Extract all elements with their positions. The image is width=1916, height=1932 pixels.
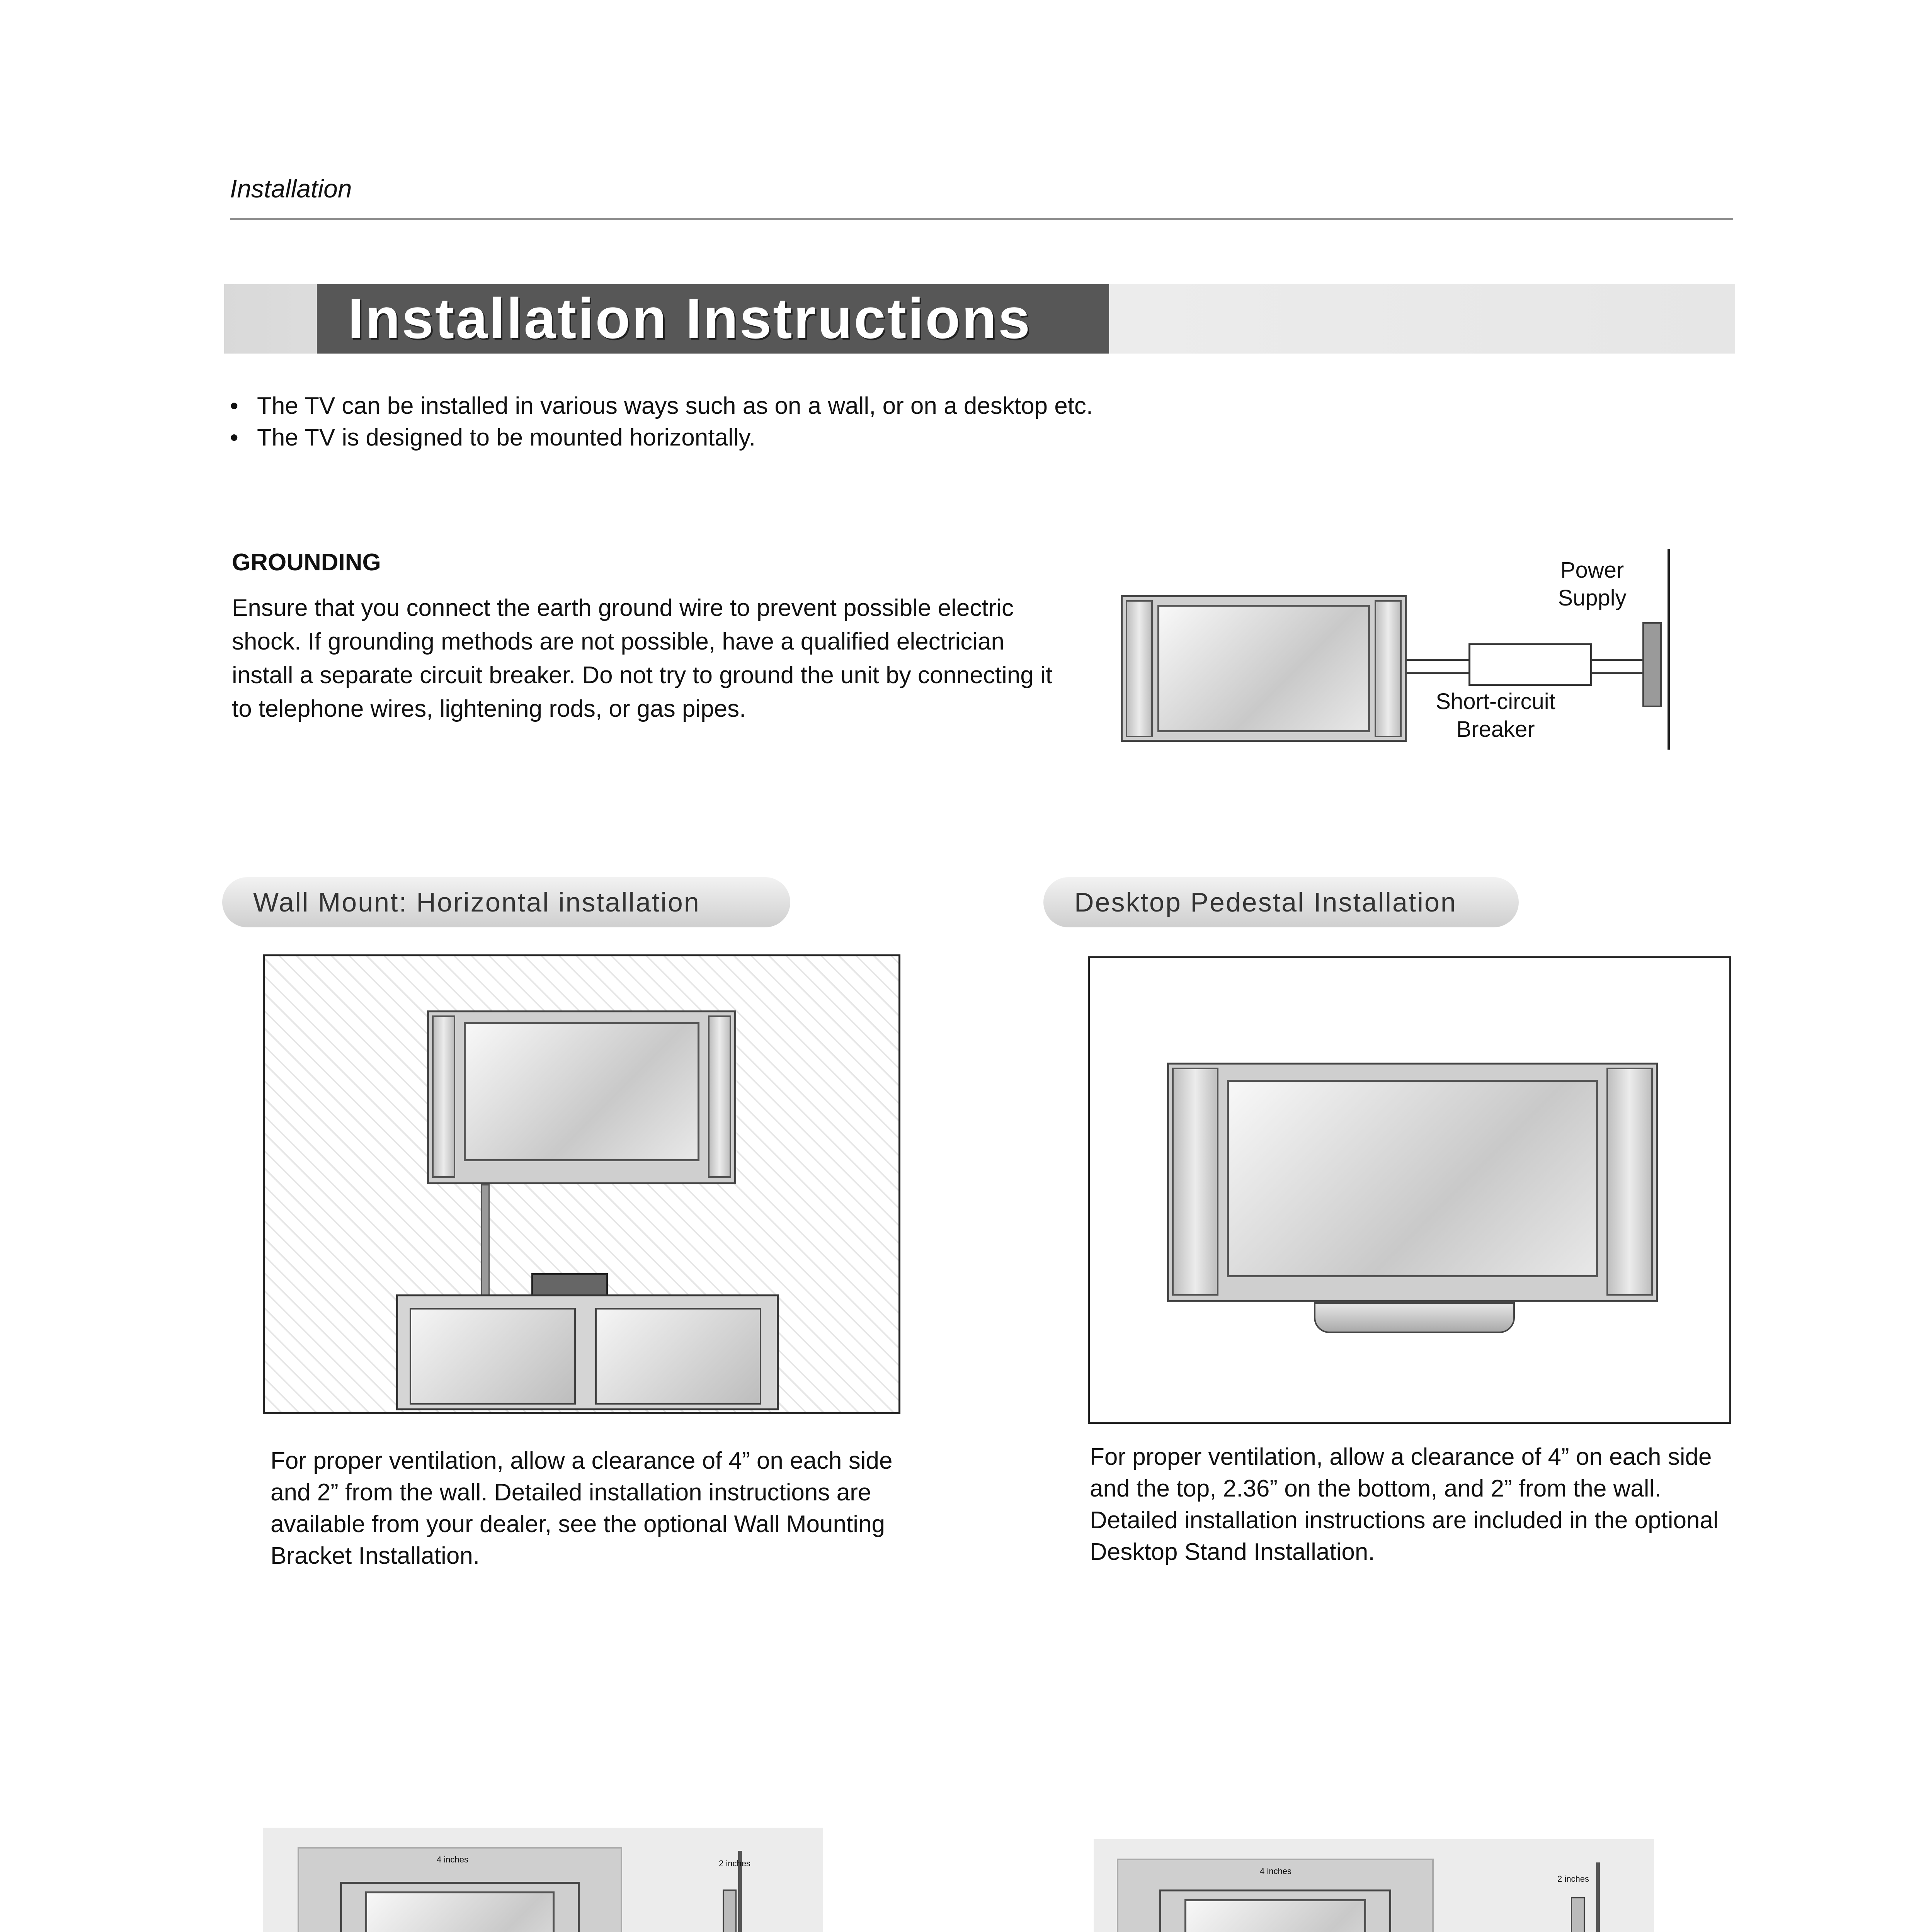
tv-speaker-left [432, 1015, 455, 1178]
side-view-tv [723, 1889, 737, 1932]
tv-screen [365, 1891, 555, 1932]
desktop-caption: For proper ventilation, allow a clearance of 4” on each side and the top, 2.36” on the bottom, and 2” from the wall. Detailed installation instructions are included in the optional Desktop Stand Installation. [1090, 1444, 1719, 1565]
wall-mount-illustration [263, 954, 900, 1414]
header-rule [230, 218, 1733, 220]
wall-line [1668, 549, 1670, 750]
bullet-item: • The TV is designed to be mounted horizontally. [230, 422, 1660, 454]
side-wall [1596, 1862, 1600, 1932]
vcr-device [531, 1273, 608, 1298]
wall-clearance-tv [340, 1882, 580, 1932]
page-title: Installation Instructions [317, 284, 1109, 354]
clearance-top-label: 4 inches [1260, 1866, 1292, 1876]
clearance-wall-label: 2 inches [1557, 1874, 1589, 1884]
tv-screen [1184, 1899, 1366, 1932]
wall-outlet [1642, 622, 1662, 707]
grounding-diagram [1121, 549, 1739, 765]
tv-speaker-right [1375, 600, 1402, 737]
breaker-box [1468, 643, 1592, 686]
pedestal-stand [1314, 1302, 1515, 1333]
tv-speaker-right [708, 1015, 731, 1178]
bullet-item: • The TV can be installed in various ways such as on a wall, or on a desktop etc. [230, 390, 1660, 422]
ground-wire [1407, 659, 1468, 674]
section-header: Installation [230, 174, 352, 203]
cabinet-door-left [410, 1308, 576, 1405]
side-view-tv [1571, 1897, 1585, 1932]
clearance-top-label: 4 inches [437, 1855, 468, 1864]
tv-screen [1157, 605, 1370, 732]
wall-mount-section-label: Wall Mount: Horizontal installation [222, 877, 790, 927]
power-supply-label: Power Supply [1558, 558, 1627, 611]
tv-speaker-left [1126, 600, 1153, 737]
cable-conduit [481, 1184, 490, 1303]
wall-tv [427, 1010, 736, 1184]
desktop-tv [1167, 1063, 1658, 1302]
tv-speaker-left [1172, 1068, 1218, 1296]
wall-mount-caption: For proper ventilation, allow a clearance of 4” on each side and 2” from the wall. Detailed installation instructions are available from your dealer, see the optional Wall Mounting Bracket Installation. [271, 1447, 893, 1569]
grounding-heading: GROUNDING [232, 549, 381, 576]
intro-bullets [230, 390, 1660, 454]
wall-clearance-diagram [263, 1828, 823, 1932]
tv-illustration [1121, 595, 1407, 742]
tv-screen [1227, 1080, 1598, 1277]
cabinet-door-right [595, 1308, 761, 1405]
tv-screen [464, 1022, 699, 1161]
breaker-label: Short-circuit Breaker [1436, 689, 1555, 742]
desktop-clearance-diagram [1094, 1839, 1654, 1932]
tv-speaker-right [1606, 1068, 1653, 1296]
clearance-wall-label: 2 inches [719, 1859, 750, 1868]
desktop-section-label: Desktop Pedestal Installation [1043, 877, 1519, 927]
grounding-text: Ensure that you connect the earth ground wire to prevent possible electric shock. If grounding methods are not possible, have a qualified electrician install a separate circuit breaker. Do not try to ground the unit by connecting it to telephone wires, lightening rods, or gas pipes. [232, 595, 1052, 722]
desktop-illustration [1088, 956, 1731, 1424]
supply-wire [1592, 659, 1642, 674]
cabinet [396, 1294, 779, 1410]
desktop-clearance-tv [1159, 1889, 1391, 1932]
